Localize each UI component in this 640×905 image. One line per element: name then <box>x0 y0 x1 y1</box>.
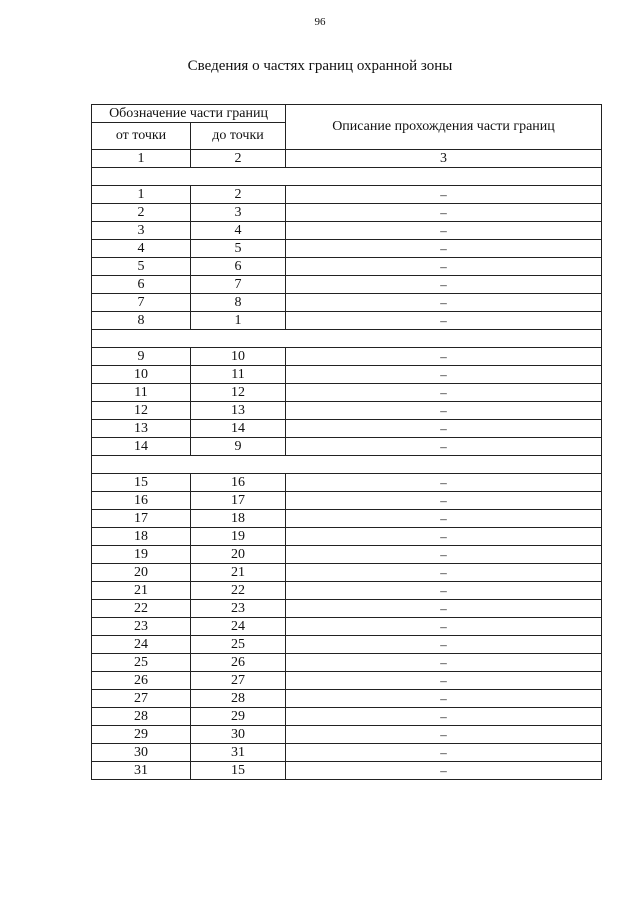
to-point-cell: 3 <box>191 204 286 222</box>
page-number: 96 <box>314 16 326 28</box>
to-point-cell: 25 <box>191 636 286 654</box>
table-row <box>92 276 602 294</box>
to-point-cell: 10 <box>191 348 286 366</box>
table-row <box>92 762 602 780</box>
description-cell: – <box>286 708 602 726</box>
description-cell: – <box>286 492 602 510</box>
table-row <box>92 240 602 258</box>
description-cell: – <box>286 222 602 240</box>
table-body <box>92 168 602 780</box>
description-cell: – <box>286 672 602 690</box>
description-cell: – <box>286 600 602 618</box>
from-point-cell: 7 <box>92 294 191 312</box>
table-row <box>92 312 602 330</box>
description-cell: – <box>286 402 602 420</box>
header-description: Описание прохождения части границ <box>286 105 602 150</box>
description-cell: – <box>286 654 602 672</box>
description-cell: – <box>286 438 602 456</box>
from-point-cell: 16 <box>92 492 191 510</box>
table-row <box>92 510 602 528</box>
table-row <box>92 438 602 456</box>
description-cell: – <box>286 726 602 744</box>
from-point-cell: 9 <box>92 348 191 366</box>
from-point-cell: 31 <box>92 762 191 780</box>
from-point-cell: 28 <box>92 708 191 726</box>
table-row <box>92 654 602 672</box>
to-point-cell: 12 <box>191 384 286 402</box>
from-point-cell: 13 <box>92 420 191 438</box>
to-point-cell: 7 <box>191 276 286 294</box>
to-point-cell: 29 <box>191 708 286 726</box>
table-row <box>92 582 602 600</box>
to-point-cell: 26 <box>191 654 286 672</box>
table-row <box>92 618 602 636</box>
table-row <box>92 492 602 510</box>
header-from-point: от точки <box>92 123 191 150</box>
table-row <box>92 186 602 204</box>
description-cell: – <box>286 582 602 600</box>
table-row <box>92 348 602 366</box>
to-point-cell: 24 <box>191 618 286 636</box>
table-row <box>92 744 602 762</box>
to-point-cell: 5 <box>191 240 286 258</box>
to-point-cell: 30 <box>191 726 286 744</box>
group-separator-row <box>92 456 602 474</box>
from-point-cell: 15 <box>92 474 191 492</box>
from-point-cell: 26 <box>92 672 191 690</box>
from-point-cell: 8 <box>92 312 191 330</box>
from-point-cell: 30 <box>92 744 191 762</box>
description-cell: – <box>286 294 602 312</box>
description-cell: – <box>286 204 602 222</box>
from-point-cell: 4 <box>92 240 191 258</box>
table-row <box>92 294 602 312</box>
to-point-cell: 13 <box>191 402 286 420</box>
description-cell: – <box>286 186 602 204</box>
table-row <box>92 474 602 492</box>
to-point-cell: 31 <box>191 744 286 762</box>
column-number: 1 <box>92 150 191 168</box>
from-point-cell: 14 <box>92 438 191 456</box>
description-cell: – <box>286 744 602 762</box>
column-number: 3 <box>286 150 602 168</box>
from-point-cell: 22 <box>92 600 191 618</box>
to-point-cell: 4 <box>191 222 286 240</box>
header-to-point: до точки <box>191 123 286 150</box>
table-row <box>92 546 602 564</box>
description-cell: – <box>286 240 602 258</box>
table-row <box>92 204 602 222</box>
to-point-cell: 20 <box>191 546 286 564</box>
description-cell: – <box>286 546 602 564</box>
description-cell: – <box>286 528 602 546</box>
to-point-cell: 14 <box>191 420 286 438</box>
description-cell: – <box>286 276 602 294</box>
description-cell: – <box>286 690 602 708</box>
group-separator-row <box>92 330 602 348</box>
from-point-cell: 5 <box>92 258 191 276</box>
description-cell: – <box>286 618 602 636</box>
description-cell: – <box>286 366 602 384</box>
table-row <box>92 690 602 708</box>
from-point-cell: 1 <box>92 186 191 204</box>
to-point-cell: 2 <box>191 186 286 204</box>
from-point-cell: 3 <box>92 222 191 240</box>
column-number: 2 <box>191 150 286 168</box>
description-cell: – <box>286 510 602 528</box>
group-separator-row <box>92 168 602 186</box>
from-point-cell: 2 <box>92 204 191 222</box>
from-point-cell: 23 <box>92 618 191 636</box>
from-point-cell: 19 <box>92 546 191 564</box>
from-point-cell: 29 <box>92 726 191 744</box>
to-point-cell: 18 <box>191 510 286 528</box>
description-cell: – <box>286 384 602 402</box>
table-row <box>92 420 602 438</box>
from-point-cell: 21 <box>92 582 191 600</box>
table-row <box>92 600 602 618</box>
to-point-cell: 28 <box>191 690 286 708</box>
table-row <box>92 564 602 582</box>
to-point-cell: 11 <box>191 366 286 384</box>
to-point-cell: 21 <box>191 564 286 582</box>
table-row <box>92 384 602 402</box>
to-point-cell: 27 <box>191 672 286 690</box>
to-point-cell: 22 <box>191 582 286 600</box>
description-cell: – <box>286 762 602 780</box>
to-point-cell: 9 <box>191 438 286 456</box>
to-point-cell: 17 <box>191 492 286 510</box>
from-point-cell: 12 <box>92 402 191 420</box>
table-row <box>92 258 602 276</box>
table-row <box>92 222 602 240</box>
to-point-cell: 16 <box>191 474 286 492</box>
description-cell: – <box>286 348 602 366</box>
description-cell: – <box>286 564 602 582</box>
to-point-cell: 15 <box>191 762 286 780</box>
table-row <box>92 708 602 726</box>
from-point-cell: 17 <box>92 510 191 528</box>
document-title: Сведения о частях границ охранной зоны <box>187 58 453 74</box>
from-point-cell: 20 <box>92 564 191 582</box>
from-point-cell: 6 <box>92 276 191 294</box>
description-cell: – <box>286 474 602 492</box>
from-point-cell: 27 <box>92 690 191 708</box>
from-point-cell: 11 <box>92 384 191 402</box>
to-point-cell: 6 <box>191 258 286 276</box>
table-row <box>92 402 602 420</box>
to-point-cell: 8 <box>191 294 286 312</box>
description-cell: – <box>286 636 602 654</box>
table-row <box>92 528 602 546</box>
from-point-cell: 24 <box>92 636 191 654</box>
description-cell: – <box>286 312 602 330</box>
to-point-cell: 19 <box>191 528 286 546</box>
header-boundary-designation: Обозначение части границ <box>92 105 286 123</box>
from-point-cell: 25 <box>92 654 191 672</box>
table-row <box>92 366 602 384</box>
to-point-cell: 23 <box>191 600 286 618</box>
to-point-cell: 1 <box>191 312 286 330</box>
table-row <box>92 726 602 744</box>
boundary-parts-table <box>91 104 602 780</box>
table-row <box>92 672 602 690</box>
table-row <box>92 636 602 654</box>
from-point-cell: 18 <box>92 528 191 546</box>
description-cell: – <box>286 258 602 276</box>
description-cell: – <box>286 420 602 438</box>
from-point-cell: 10 <box>92 366 191 384</box>
